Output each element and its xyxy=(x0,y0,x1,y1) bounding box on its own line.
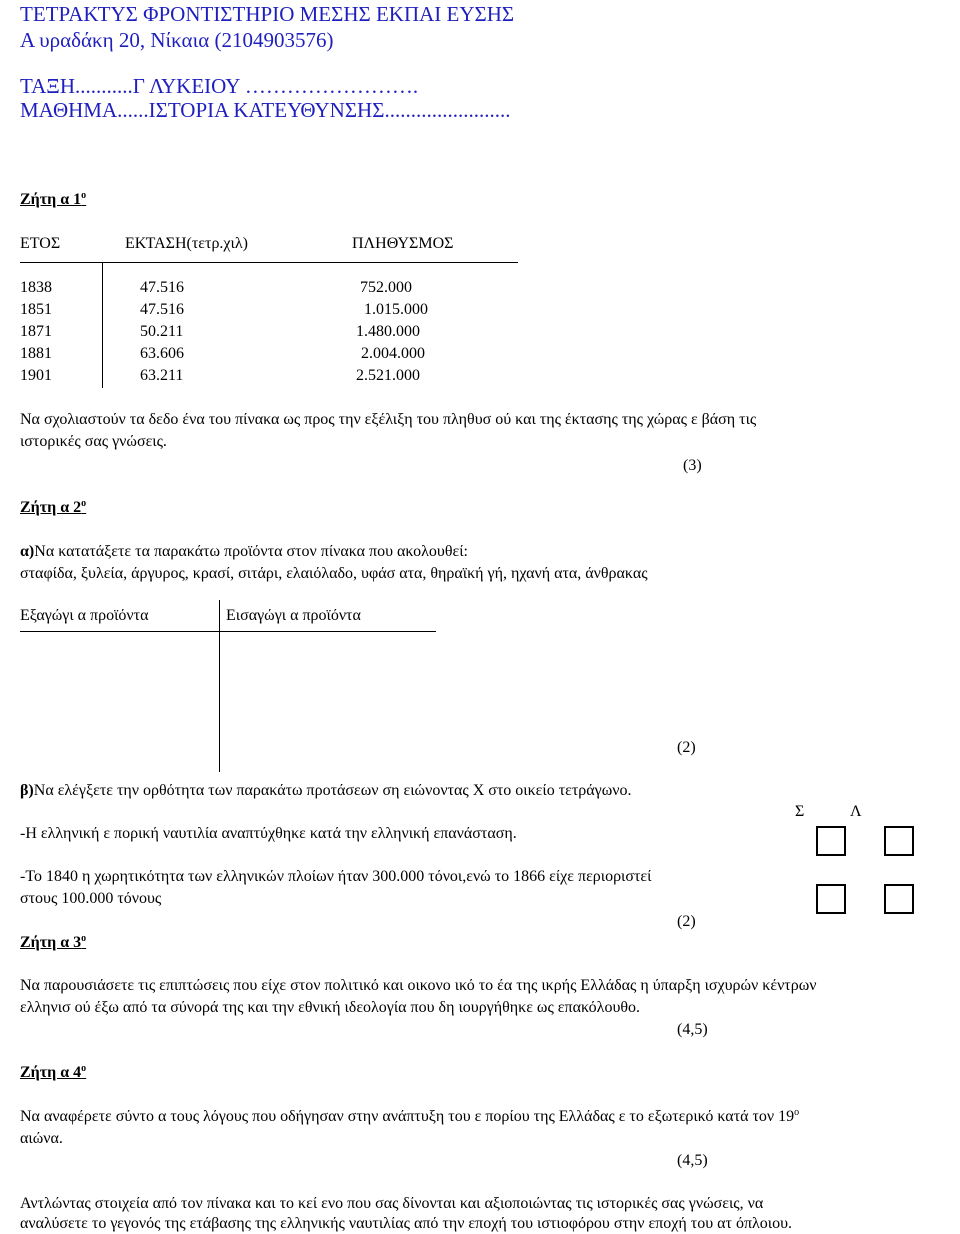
q4-final-text: Αντλώντας στοιχεία από τον πίνακα και το κεί ενο που σας δίνονται και αξιοποιώντας τις ιστορικές σας γνώσεις, να xyxy=(20,1195,764,1212)
school-address: Α υραδάκη 20, Νίκαια (2104903576) xyxy=(20,28,334,52)
q1-title: Ζήτη α $1^o$ xyxy=(20,190,87,208)
q1-table-divider xyxy=(102,262,103,388)
q1-header-year: ΕΤΟΣ xyxy=(20,235,61,252)
q1-text-cont: ιστορικές σας γνώσεις. xyxy=(20,433,167,450)
q3-points: (4,5) xyxy=(677,1021,708,1038)
q3-text-cont: ελληνισ ού έξω από τα σύνορά της και την εθνική ιδεολογία που δη ιουργήθηκε ως επακόλουθο. xyxy=(20,999,641,1016)
school-name: ΤΕΤΡΑΚΤΥΣ ΦΡΟΝΤΙΣΤΗΡΙΟ ΜΕΣΗΣ ΕΚΠΑΙ ΕΥΣΗΣ xyxy=(20,2,515,26)
q4-final-text-cont: αναλύσετε το γεγονός της ετάβασης της ελληνικής ναυτιλίας από την εποχή του ιστιοφόρου στην εποχή του ατ όπλοιου. xyxy=(20,1215,792,1232)
class-line: ΤΑΞΗ...........Γ ΛΥΚΕΙΟΥ ……………………. xyxy=(20,74,419,98)
q2a-instruction: α)Να κατατάξετε τα παρακάτω προϊόντα στον πίνακα που ακολουθεί: xyxy=(20,543,468,560)
q2b-statement-1: -Η ελληνική ε πορική ναυτιλία αναπτύχθηκε κατά την ελληνική επανάσταση. xyxy=(20,825,517,842)
q2-table-divider xyxy=(219,600,220,772)
q3-text: Να παρουσιάσετε τις επιπτώσεις που είχε στον πολιτικό και οικονο ικό το έα της ικρής Ελλάδας η ύπαρξη ισχυρών κέντρων xyxy=(20,977,817,994)
q1-text: Να σχολιαστούν τα δεδο ένα του πίνακα ως προς την εξέλιξη του πληθυσ ού και της έκτασης της χώρας ε βάση τις xyxy=(20,411,757,428)
q2-col-import: Εισαγώγι α προϊόντα xyxy=(226,607,361,624)
false-checkbox-1[interactable] xyxy=(884,826,914,856)
q1-header-area: ΕΚΤΑΣΗ(τετρ.χιλ) xyxy=(125,235,248,252)
q2a-items: σταφίδα, ξυλεία, άργυρος, κρασί, σιτάρι, ελαιόλαδο, υφάσ ατα, θηραϊκή γή, ηχανή ατα, άνθρακας xyxy=(20,565,648,582)
q2-title: Ζήτη α $2^o$ xyxy=(20,498,87,516)
q2b-statement-2-cont: στους 100.000 τόνους xyxy=(20,890,162,907)
q2a-points: (2) xyxy=(677,739,696,756)
q4-text-cont: αιώνα. xyxy=(20,1130,63,1147)
true-checkbox-1[interactable] xyxy=(816,826,846,856)
q1-points: (3) xyxy=(683,457,702,474)
false-checkbox-2[interactable] xyxy=(884,884,914,914)
q4-points: (4,5) xyxy=(677,1152,708,1169)
subject-line: ΜΑΘΗΜΑ......ΙΣΤΟΡΙΑ ΚΑΤΕΥΘΥΝΣΗΣ........................ xyxy=(20,98,511,122)
false-column-label: Λ xyxy=(850,803,862,820)
q1-header-population: ΠΛΗΘΥΣΜΟΣ xyxy=(352,235,454,252)
q1-table-rule xyxy=(20,262,518,263)
q2-col-export: Εξαγώγι α προϊόντα xyxy=(20,607,149,624)
q2b-points: (2) xyxy=(677,913,696,930)
q2-table-rule xyxy=(20,631,436,632)
true-checkbox-2[interactable] xyxy=(816,884,846,914)
q4-text: Να αναφέρετε σύντο α τους λόγους που οδήγησαν στην ανάπτυξη του ε πορίου της Ελλάδας ε το εξωτερικό κατά τον $19^o$ xyxy=(20,1107,800,1125)
q4-title: Ζήτη α $4^o$ xyxy=(20,1063,87,1081)
q2b-instruction: β)Να ελέγξετε την ορθότητα των παρακάτω προτάσεων ση ειώνοντας Χ στο οικείο τετράγωνο. xyxy=(20,782,632,799)
q3-title: Ζήτη α $3^o$ xyxy=(20,933,87,951)
true-column-label: Σ xyxy=(795,803,805,820)
q2b-statement-2: -Το 1840 η χωρητικότητα των ελληνικών πλοίων ήταν 300.000 τόνοι,ενώ το 1866 είχε περιοριστεί xyxy=(20,868,652,885)
